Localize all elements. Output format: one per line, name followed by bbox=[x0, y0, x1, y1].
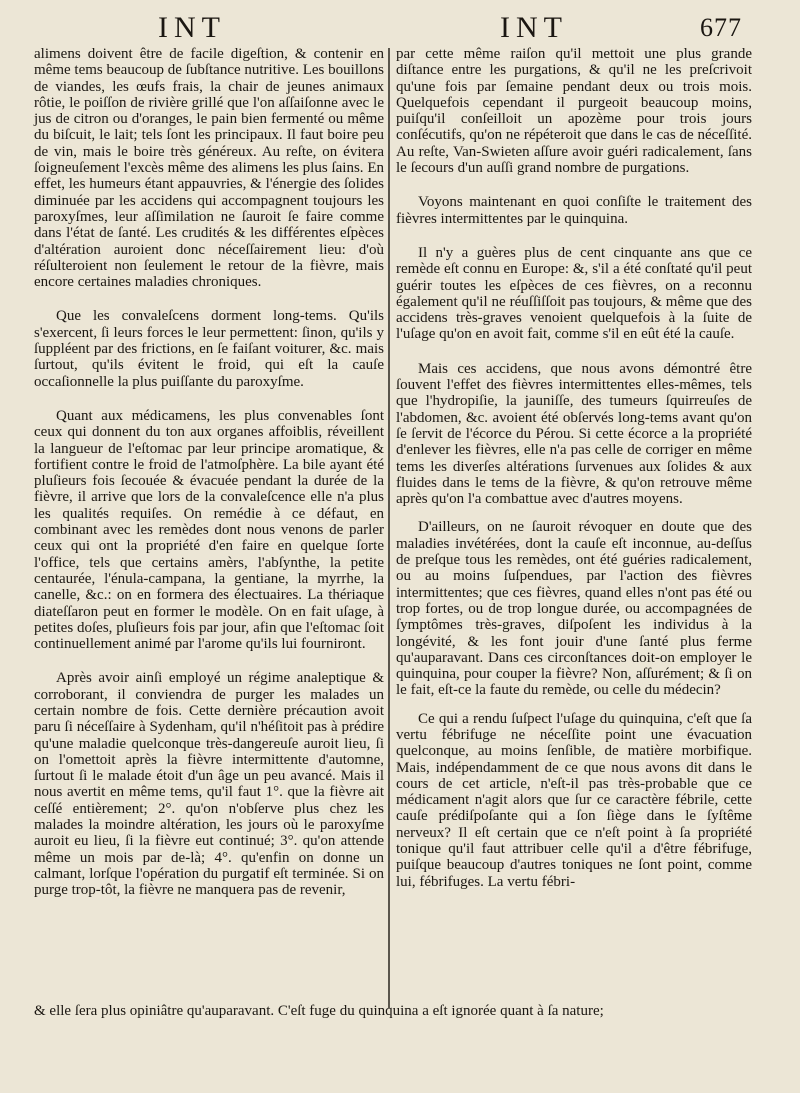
column-rule bbox=[388, 48, 390, 1008]
running-head-left: INT bbox=[158, 11, 226, 44]
paragraph-remedy-history: Il n'y a guères plus de cent cinquante ans que ce remède eſt connu en Europe: &, s'il a été conſtaté qu'il peut guérir toutes les eſpèces de ces fièvres, on a reconnu également qu'il ne réuſſiſſoit pas toujours, & même que des accidens très-graves venoient quelquefois à la ſuite de l'uſage qu'on en avoit fait, comme s'il en eût été la cauſe. bbox=[396, 244, 752, 343]
paragraph-purging: Après avoir ainſi employé un régime analeptique & corroborant, il conviendra de purger les malades un certain nombre de fois. Cette dernière précaution avoit paru ſi néceſſaire à Sydenham, qu'il n'héſitoit pas à prédire qu'une maladie quelconque très-dangereuſe auroit lieu, ſi on l'omettoit après la fièvre intermittente d'automne, ſurtout ſi le malade étoit d'un âge un peu avancé. Mais il nous avertit en même tems, qu'il faut 1°. que la fièvre ait ceſſé entièrement; 2°. qu'on n'obſerve plus chez les malades la moindre altération, les jours où le paroxyſme auroit eu lieu, ſi la fièvre eut continué; 3°. qu'on attende même un mois par de-là; 4°. qu'enfin on donne un calmant, lorſque l'opération du purgatif eſt terminée. Si on purge trop-tôt, la fièvre ne manquera pas de revenir, bbox=[34, 670, 384, 899]
bottom-line: & elle ſera plus opiniâtre qu'auparavant. C'eſt fuge du quinquina a eſt ignorée quant à ſa nature; bbox=[34, 1003, 604, 1019]
paragraph-purgations: par cette même raiſon qu'il mettoit une plus grande diſtance entre les purgations, & qu'il ne les preſcrivoit qu'une fois par ſemaine pendant deux ou trois mois. Quelquefois cependant il purgeoit beaucoup moins, puiſqu'il conſeilloit un apozème pour trois jours conſécutifs, qu'on ne répéteroit que dans le cas de néceſſité. Au reſte, Van-Swieten aſſure avoir guéri radicalement, ſans le ſecours d'un auſſi grand nombre de purgations. bbox=[396, 46, 752, 177]
paragraph-diet: alimens doivent être de facile digeſtion, & contenir en même tems beaucoup de ſubſtance nutritive. Les bouillons de viandes, les œufs frais, la chair de jeunes animaux rôtie, le poiſſon de rivière grillé que l'on aſſaiſonne avec le jus de citron ou d'oranges, le pain bien fermenté ou même du biſcuit, le lait; tels ſont les principaux. Il faut boire peu de vin, mais le boire très généreux. Au reſte, on évitera ſoigneuſement l'excès même des alimens les plus ſains. En effet, les humeurs étant appauvries, & l'énergie des ſolides diminuée par les accidens qui accompagnent toujours les paroxyſmes, leur aſſimilation ne ſauroit ſe faire comme dans l'état de ſanté. Les crudités & les différentes eſpèces d'altération auroient donc néceſſairement lieu: d'où réſulteroient non ſeulement le retour de la fièvre, mais encore certaines maladies chroniques. bbox=[34, 46, 384, 291]
right-column bbox=[396, 46, 752, 890]
paragraph-medicines: Quant aux médicamens, les plus convenables ſont ceux qui donnent du ton aux organes affoiblis, réveillent la langueur de l'eſtomac par leur principe aromatique, & fortifient contre le froid de l'atmoſphère. La bile ayant été pluſieurs fois ſecouée & évacuée pendant la durée de la fièvre, il arrive que lors de la convaleſcence elle n'a plus les qualités requiſes. On remédie à ce défaut, en combinant avec les remèdes dont nous venons de parler ceux qui ont la propriété d'en faire en quelque ſorte l'office, tels que certains amèrs, l'abſynthe, la petite centaurée, l'énula-campana, la gentiane, la myrrhe, la canelle, &c.: on en formera des électuaires. La thériaque diateſſaron peut en former le modèle. On en fait uſage, à petites doſes, pluſieurs fois par jour, afin que l'eſtomac ſoit continuellement animé par l'arome qu'ils lui fourniront. bbox=[34, 407, 384, 653]
left-column bbox=[34, 46, 384, 899]
paragraph-chronic-diseases: D'ailleurs, on ne ſauroit révoquer en doute que des maladies invétérées, dont la cauſe eſt inconnue, au-deſſus de preſque tous les remèdes, ont été guéries radicalement, ou au moins ſuſpendues, par l'action des fièvres intermittentes; que ces fièvres, quand elles n'ont pas été ou trop fortes, ou de trop longue durée, ou accompagnées de ſymptômes très-graves, diſpoſent les individus à la longévité, & les font jouir d'une ſanté plus ferme qu'auparavant. Dans ces circonſtances doit-on employer le quinquina, pour couper la fièvre? Non, aſſurément; & ſi on le fait, eſt-ce la faute du remède, ou celle du médecin? bbox=[396, 519, 752, 699]
paragraph-febrifuge: Ce qui a rendu ſuſpect l'uſage du quinquina, c'eſt que ſa vertu fébrifuge ne néceſſite point une évacuation quelconque, au moins ſenſible, de matière morbifique. Mais, indépendamment de ce que nous avons dit dans le cours de cet article, n'eſt-il pas très-probable que ce médicament n'agit alors que ſur ce caractère fébrile, cette cauſe prédiſpoſante qui a ſon ſiège dans le ſyſtême nerveux? Il eſt certain que ce n'eſt point à ſa propriété tonique qu'il faut attribuer celle qu'il a d'être fébrifuge, puiſque beaucoup d'autres toniques ne ſont point, comme lui, fébrifuges. La vertu fébri- bbox=[396, 710, 752, 890]
paragraph-quinquina-intro: Voyons maintenant en quoi conſiſte le traitement des fièvres intermittentes par le quinquina. bbox=[396, 194, 752, 227]
running-head-right: INT bbox=[500, 11, 568, 44]
page-number: 677 bbox=[700, 13, 742, 42]
paragraph-accidents: Mais ces accidens, que nous avons démontré être ſouvent l'effet des fièvres intermittentes elles-mêmes, tels que l'hydropiſie, la jauniſſe, des tumeurs ſquirreuſes de l'abdomen, &c. avoient été obſervés long-tems avant qu'on ſe ſervit de l'écorce du Pérou. Si cette écorce a la propriété d'enlever les fièvres, elle n'a pas celle de corriger en même tems les diverſes altérations ſurvenues aux ſolides & aux fluides dans le tems de la fièvre, & qu'on retrouve même après qu'on l'a combattue avec d'autres moyens. bbox=[396, 360, 752, 508]
paragraph-sleep-exercise: Que les convaleſcens dorment long-tems. Qu'ils s'exercent, ſi leurs forces le leur permettent: ſinon, qu'ils y ſuppléent par des frictions, en ſe faiſant voiturer, &c. mais ſurtout, qu'ils évitent le froid, qui eſt la cauſe occaſionnelle la plus puiſſante du paroxyſme. bbox=[34, 308, 384, 390]
running-head bbox=[0, 8, 800, 48]
